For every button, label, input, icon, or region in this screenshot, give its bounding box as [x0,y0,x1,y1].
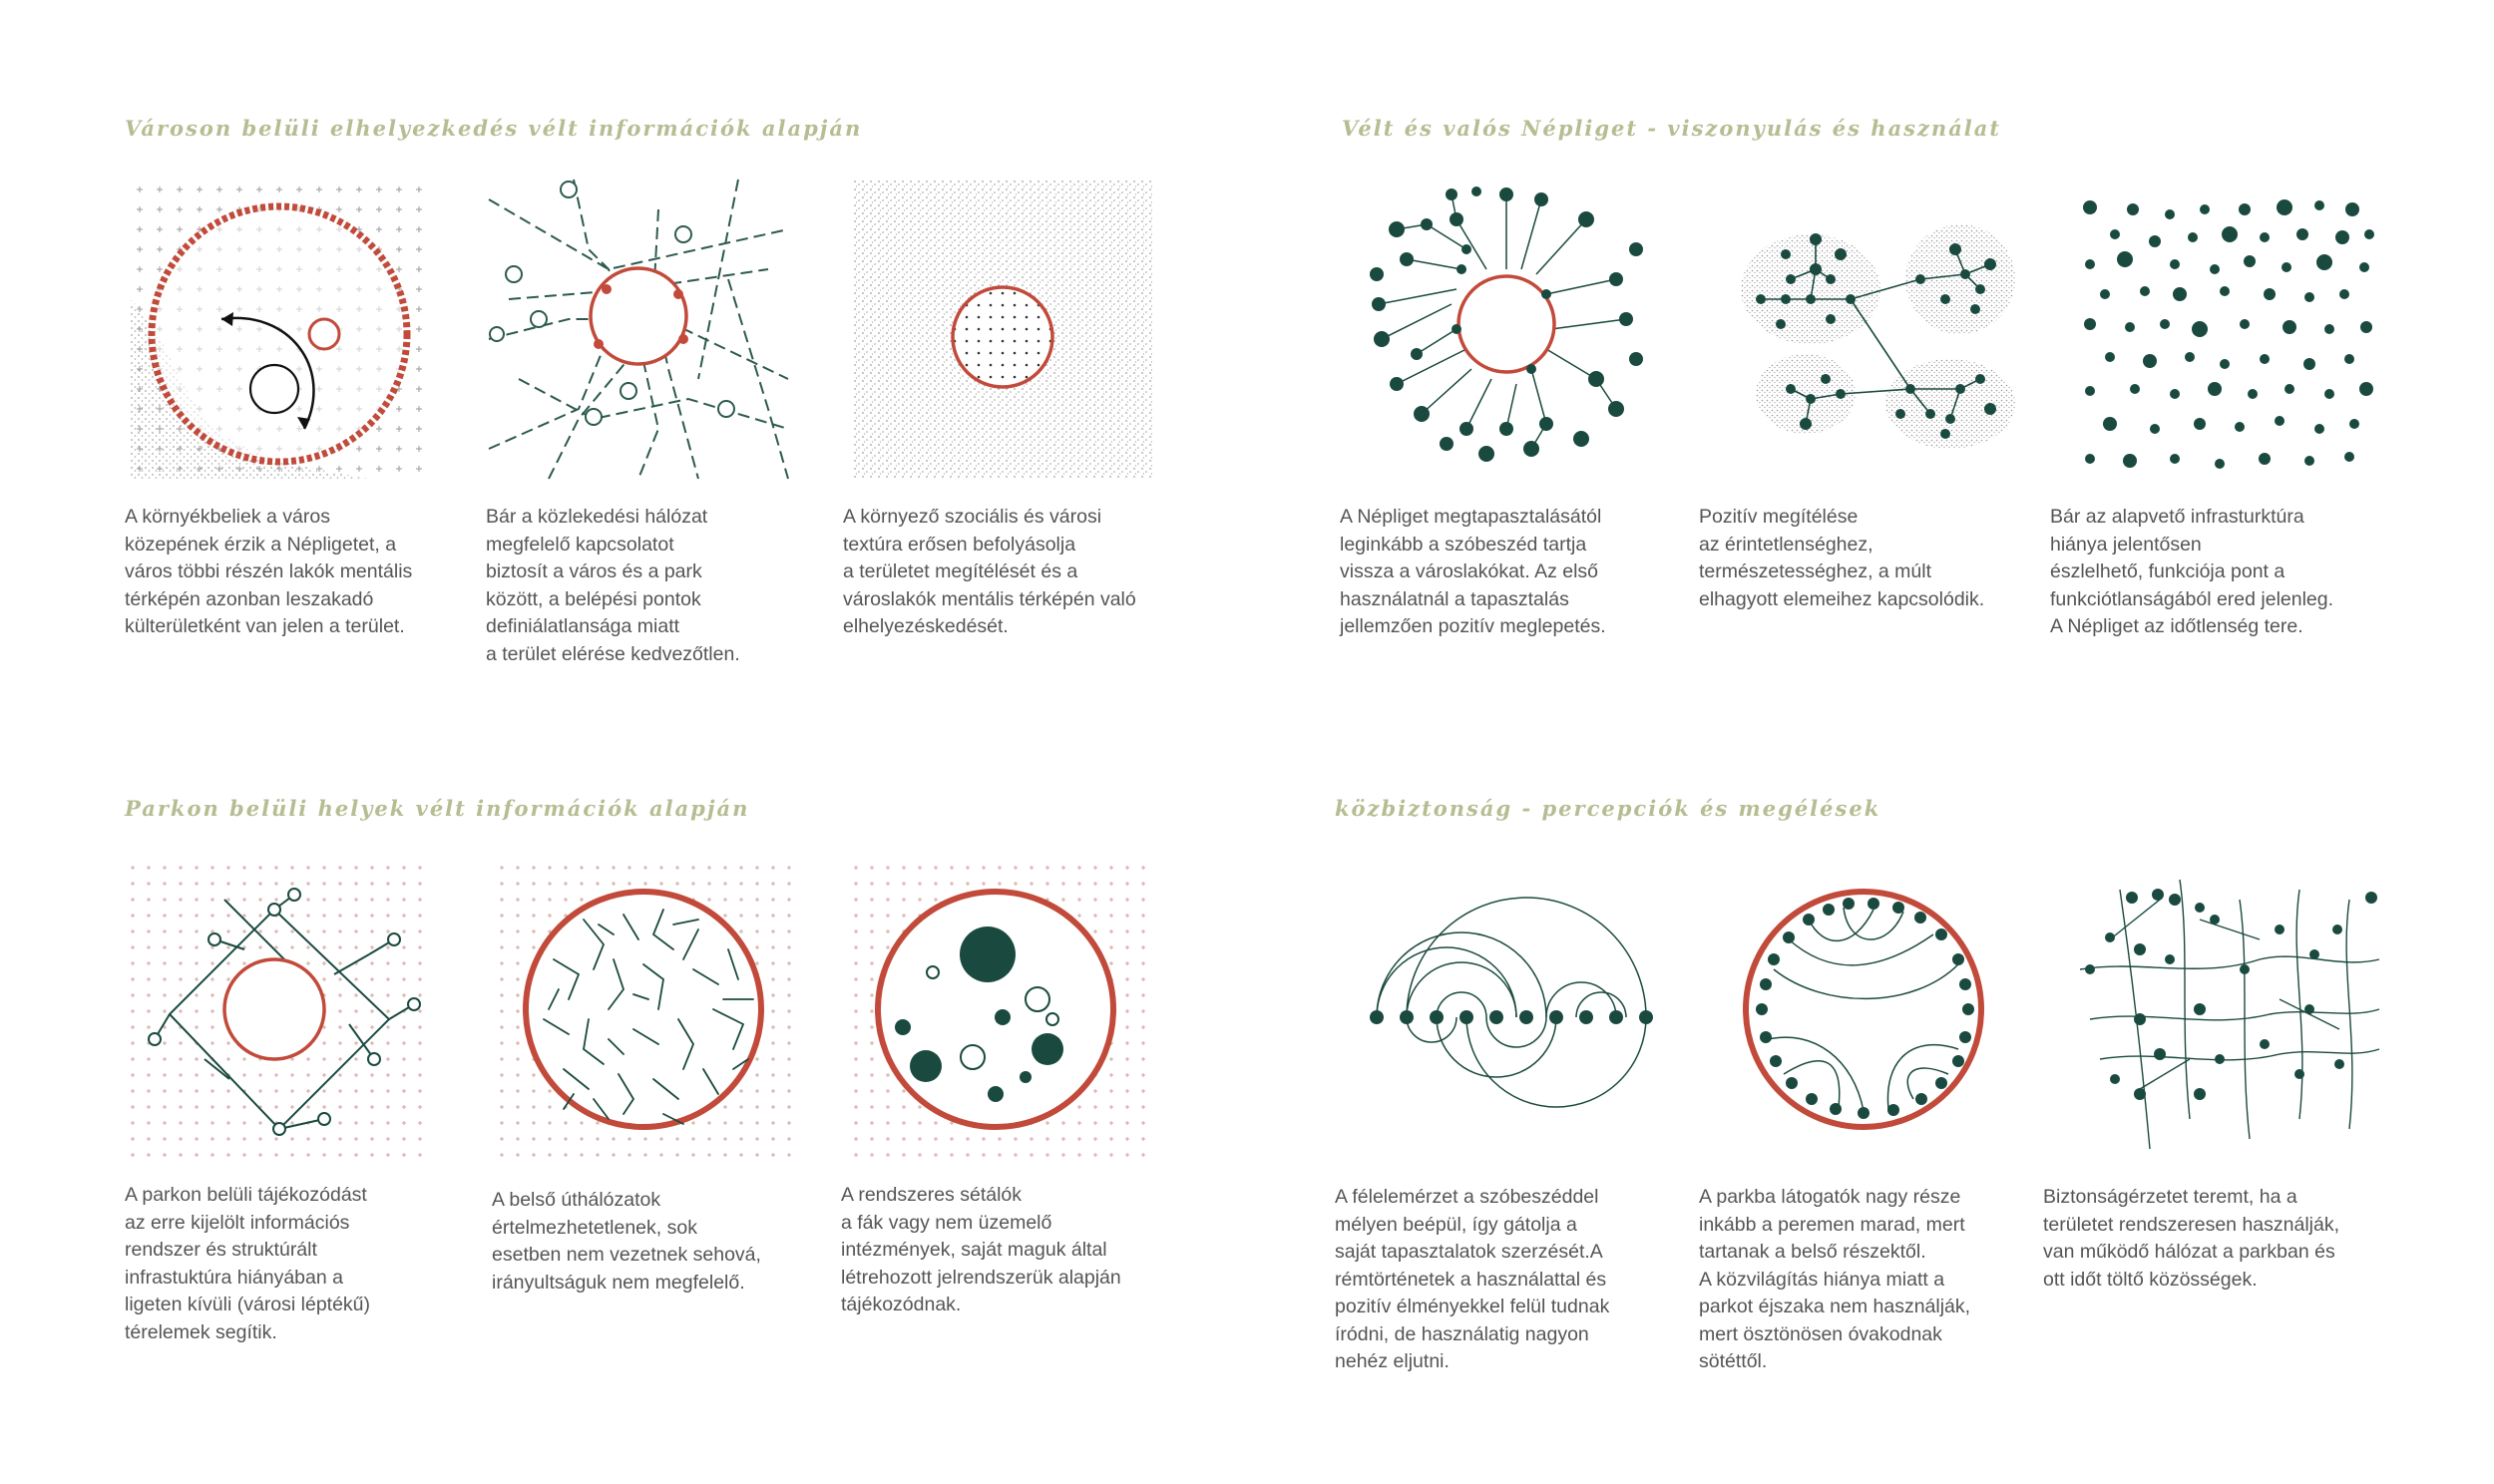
scattered-dots-icon [2075,180,2374,479]
landmarks-circle [848,860,1147,1159]
transport-network-diagram [489,180,788,479]
caption-community: Biztonságérzetet teremt, ha a területet rendszeresen használják, van működő hálózat a parkban és ott időt töltő közösségek. [2043,1186,2340,1291]
caption-paths: A belső úthálózatok értelmezhetetlenek, sok esetben nem vezetnek sehová, irányultságuk nem megfelelő. [492,1189,761,1294]
section-title-park-places: Parkon belüli helyek vélt információk alapján [125,796,750,821]
edge-ring-diagram-icon [1714,860,2013,1159]
caption-fear: A félelemérzet a szóbeszéddel mélyen beépül, így gátolja a saját tapasztalatok szerzését.A rémtörténetek a használattal és pozitív élményekkel felül tudnak íródni, de használatig nagyon nehéz eljutni. [1335,1186,1610,1372]
caption-infrastructure: Bár az alapvető infrasturktúra hiánya jelentősen észlelhető, funkciója pont a funkciótlanságából ered jelenleg. A Népliget az időtlenség tere. [2050,506,2334,637]
social-texture-diagram [853,180,1152,479]
community-mesh-icon [2080,860,2379,1159]
section-title-city-position: Városon belüli elhelyezkedés vélt információk alapján [125,116,863,141]
city-position-diagram [130,180,429,479]
word-of-mouth-network [1357,180,1656,479]
transport-network-diagram-icon [489,180,788,479]
caption-word-of-mouth: A Népliget megtapasztalásától leginkább a szóbeszéd tartja vissza a városlakókat. Az első használatnál a tapasztalás jellemzően pozitív meglepetés. [1340,506,1606,637]
community-mesh [2080,860,2379,1159]
nature-cluster-network-icon [1731,180,2030,479]
city-position-diagram-icon [130,180,429,479]
caption-social-texture: A környező szociális és városi textúra erősen befolyásolja a területet megítélését és a városlakók mentális térképén való elhelyezéskedését. [843,506,1136,637]
social-texture-diagram-icon [853,180,1152,479]
caption-edge: A parkba látogatók nagy része inkább a peremen marad, mert tartanak a belső részektől. A közvilágítás hiánya miatt a parkot éjszaka nem használják, mert ösztönösen óvakodnak sötéttől. [1699,1186,1971,1372]
edge-ring-diagram [1714,860,2013,1159]
path-network-chaos-icon [494,860,793,1159]
landmarks-circle-icon [848,860,1147,1159]
section-title-perceived-real: Vélt és valós Népliget - viszonyulás és használat [1342,116,2002,141]
fear-arc-diagram-icon [1367,860,1666,1159]
caption-city-position: A környékbeliek a város közepének érzik a Népligetet, a város többi részén lakók mentális térképén azonban leszakadó külterületként van jelen a terület. [125,506,413,637]
scattered-dots [2075,180,2374,479]
orientation-grid-icon [125,860,424,1159]
orientation-grid [125,860,424,1159]
caption-landmarks: A rendszeres sétálók a fák vagy nem üzemelő intézmények, saját maguk által létrehozott jelrendszerük alapján tájékozódnak. [841,1184,1121,1315]
word-of-mouth-network-icon [1357,180,1656,479]
caption-transport-network: Bár a közlekedési hálózat megfelelő kapcsolatot biztosít a város és a park között, a belépési pontok definiálatlansága miatt a terület elérése kedvezőtlen. [486,506,740,665]
caption-orientation: A parkon belüli tájékozódást az erre kijelölt információs rendszer és struktúrált infrastuktúra hiányában a ligeten kívüli (városi léptékű) térelemek segítik. [125,1184,371,1343]
caption-nature: Pozitív megítélése az érintetlenséghez, természetességhez, a múlt elhagyott elemeihez kapcsolódik. [1699,506,1985,610]
fear-arc-diagram [1367,860,1666,1159]
section-title-public-safety: közbiztonság - percepciók és megélések [1335,796,1881,821]
nature-cluster-network [1731,180,2030,479]
path-network-chaos [494,860,793,1159]
